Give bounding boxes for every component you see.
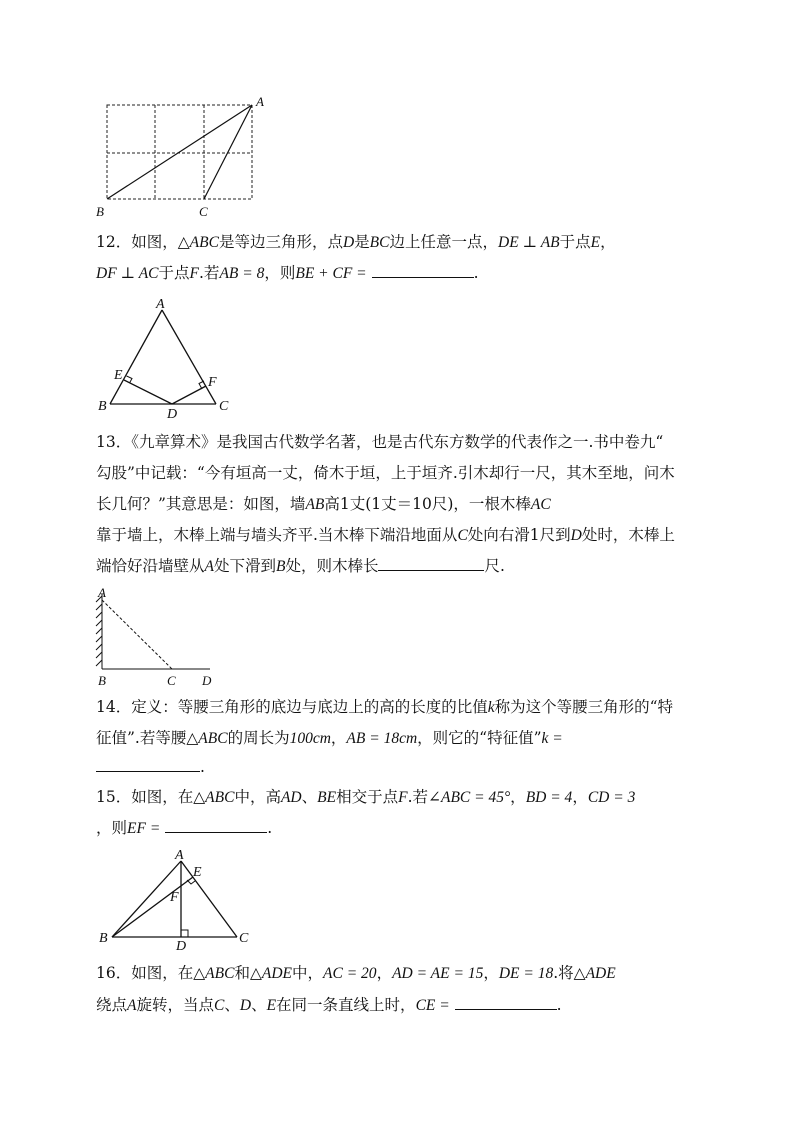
q16-math: AD = AE = 15 xyxy=(392,965,484,982)
q12-math: DE ⊥ AB xyxy=(498,234,560,251)
tri-label-f: F xyxy=(208,375,217,390)
q15-answer-blank[interactable] xyxy=(165,818,267,833)
figure-altitudes-triangle xyxy=(94,846,264,952)
q13-math: A xyxy=(204,558,214,575)
q15-text: 相交于点 xyxy=(336,788,399,806)
q16-text: ， xyxy=(483,964,499,982)
q16-math: C xyxy=(214,997,225,1014)
q16-math: CE = xyxy=(415,997,450,1014)
q12-math: DF ⊥ AC xyxy=(96,265,159,282)
q12-math: AB = 8 xyxy=(219,265,265,282)
q16-math: △ABC xyxy=(193,965,235,982)
q15-text: . xyxy=(267,819,273,837)
q14-text: ， xyxy=(330,729,347,747)
q14-math: k xyxy=(487,699,495,716)
q16-math: D xyxy=(239,997,252,1014)
q13-math: D xyxy=(570,527,582,544)
q14-text: ，则它的“特征值” xyxy=(417,729,542,747)
q12-math: BC xyxy=(369,234,390,251)
q15-math: BE xyxy=(317,789,337,806)
q14-line-3 xyxy=(96,757,205,777)
grid-label-c: C xyxy=(199,204,208,219)
q13-text: 处向右滑1尺到 xyxy=(467,526,571,544)
q15-text: .若 xyxy=(407,788,428,806)
q13-line-3 xyxy=(96,494,551,515)
tri-label-d: D xyxy=(167,407,178,422)
wall-label-b: B xyxy=(98,673,106,688)
tri-label-e: E xyxy=(114,368,123,383)
q14-text: 的周长为 xyxy=(227,729,290,747)
q16-text: 16．如图，在 xyxy=(96,964,194,982)
wall-label-a: A xyxy=(98,585,106,600)
q12-text: . xyxy=(473,264,479,282)
q12-math: △ABC xyxy=(177,234,219,251)
wall-label-c: C xyxy=(167,673,176,688)
q12-text: .若 xyxy=(199,264,220,282)
q15-math: ∠ABC = 45° xyxy=(428,789,511,806)
q16-math: △ADE xyxy=(249,965,293,982)
q12-text: 是等边三角形，点 xyxy=(218,233,343,251)
q15-line-1 xyxy=(96,787,635,808)
q13-text: 13．《九章算术》是我国古代数学名著，也是古代东方数学的代表作之一.书中卷九“ xyxy=(96,433,664,451)
q15-text: 15．如图，在 xyxy=(96,788,194,806)
tri-label-b: B xyxy=(98,399,107,414)
q12-text: 边上任意一点， xyxy=(389,233,498,251)
q13-text: 高1丈(1丈＝10尺)，一根木棒 xyxy=(324,495,531,513)
alt-label-c: C xyxy=(239,931,249,946)
q13-text: 端恰好沿墙壁从 xyxy=(96,557,205,575)
q14-math: 100cm xyxy=(289,730,331,747)
tri-label-c: C xyxy=(219,399,229,414)
q16-text: 绕点 xyxy=(96,996,128,1014)
q13-math: AC xyxy=(530,496,551,513)
q16-math: A xyxy=(127,997,137,1014)
q16-text: 旋转，当点 xyxy=(136,996,214,1014)
q12-line-1 xyxy=(96,232,616,253)
q12-math: E xyxy=(590,234,601,251)
q16-text: .将 xyxy=(553,964,574,982)
q16-text: 和 xyxy=(234,964,250,982)
q14-text: 征值”.若等腰 xyxy=(96,729,187,747)
alt-label-d: D xyxy=(176,939,187,954)
alt-label-b: B xyxy=(99,931,108,946)
figure-equilateral-triangle xyxy=(94,294,244,420)
q16-line-1 xyxy=(96,963,616,984)
grid-label-b: B xyxy=(96,204,104,219)
q13-answer-blank[interactable] xyxy=(378,556,484,571)
q14-math: k = xyxy=(541,730,563,747)
q12-line-2 xyxy=(96,263,479,284)
q13-math: B xyxy=(276,558,286,575)
q15-math: F xyxy=(398,789,408,806)
q12-text: 是 xyxy=(354,233,370,251)
q15-text: ， xyxy=(572,788,588,806)
q16-math: E xyxy=(266,997,277,1014)
q12-text: ，则 xyxy=(264,264,296,282)
q15-math: △ABC xyxy=(193,789,235,806)
q14-math: △ABC xyxy=(186,730,228,747)
q16-text: 、 xyxy=(224,996,240,1014)
q15-text: 、 xyxy=(301,788,318,806)
q13-line-4 xyxy=(96,525,675,546)
q15-math: EF = xyxy=(127,820,161,837)
q14-line-2 xyxy=(96,728,563,749)
q16-text: ， xyxy=(376,964,393,982)
q14-line-1 xyxy=(96,697,673,718)
q12-answer-blank[interactable] xyxy=(372,263,474,278)
q13-math: C xyxy=(457,527,468,544)
q12-math: BE + CF = xyxy=(295,265,367,282)
q15-text: ， xyxy=(510,788,526,806)
q16-text: 中， xyxy=(292,964,324,982)
figure-wall-stick xyxy=(92,584,222,688)
q16-text: 、 xyxy=(251,996,267,1014)
q13-line-5 xyxy=(96,556,505,577)
tri-label-a: A xyxy=(156,297,165,312)
q13-text: 尺. xyxy=(484,557,505,575)
grid-label-a: A xyxy=(256,94,264,109)
q15-math: BD = 4 xyxy=(525,789,573,806)
q12-text: 12．如图， xyxy=(96,233,178,251)
alt-label-a: A xyxy=(175,848,184,863)
q16-line-2 xyxy=(96,995,562,1016)
q13-text: 长几何？”其意思是：如图，墙 xyxy=(96,495,306,513)
q13-text: 靠于墙上，木棒上端与墙头齐平.当木棒下端沿地面从 xyxy=(96,526,458,544)
q16-math: DE = 18 xyxy=(498,965,554,982)
q15-math: AD xyxy=(280,789,302,806)
q13-text: 处，则木棒长 xyxy=(285,557,379,575)
q16-text: 在同一条直线上时， xyxy=(276,996,416,1014)
q14-answer-blank[interactable] xyxy=(96,757,200,772)
q13-line-2 xyxy=(96,463,675,483)
q12-text: ， xyxy=(600,233,616,251)
q15-text: 中，高 xyxy=(234,788,281,806)
q16-math: AC = 20 xyxy=(323,965,377,982)
q13-text: 勾股”中记载：“今有垣高一丈，倚木于垣，上于垣齐.引木却行一尺，其木至地，问木 xyxy=(96,464,675,482)
q13-line-1 xyxy=(96,432,663,452)
q14-text: 称为这个等腰三角形的“特 xyxy=(494,698,674,716)
q14-text: 14．定义：等腰三角形的底边与底边上的高的长度的比值 xyxy=(96,698,488,716)
q15-line-2 xyxy=(96,818,272,839)
q12-math: D xyxy=(342,234,355,251)
wall-label-d: D xyxy=(202,673,212,688)
q13-text: 处时，木棒上 xyxy=(581,526,675,544)
q12-math: F xyxy=(189,265,199,282)
q13-math: AB xyxy=(305,496,325,513)
q16-text: . xyxy=(556,996,562,1014)
q15-text: ，则 xyxy=(96,819,128,837)
q16-math: △ADE xyxy=(573,965,616,982)
q14-math: AB = 18cm xyxy=(346,730,418,747)
q15-math: CD = 3 xyxy=(587,789,636,806)
alt-label-f: F xyxy=(170,890,179,905)
figure-grid-triangle xyxy=(94,94,274,220)
q13-text: 处下滑到 xyxy=(213,557,276,575)
q14-text: . xyxy=(200,758,205,776)
q12-text: 于点 xyxy=(559,233,591,251)
q12-text: 于点 xyxy=(158,264,190,282)
q16-answer-blank[interactable] xyxy=(455,995,557,1010)
alt-label-e: E xyxy=(193,865,202,880)
